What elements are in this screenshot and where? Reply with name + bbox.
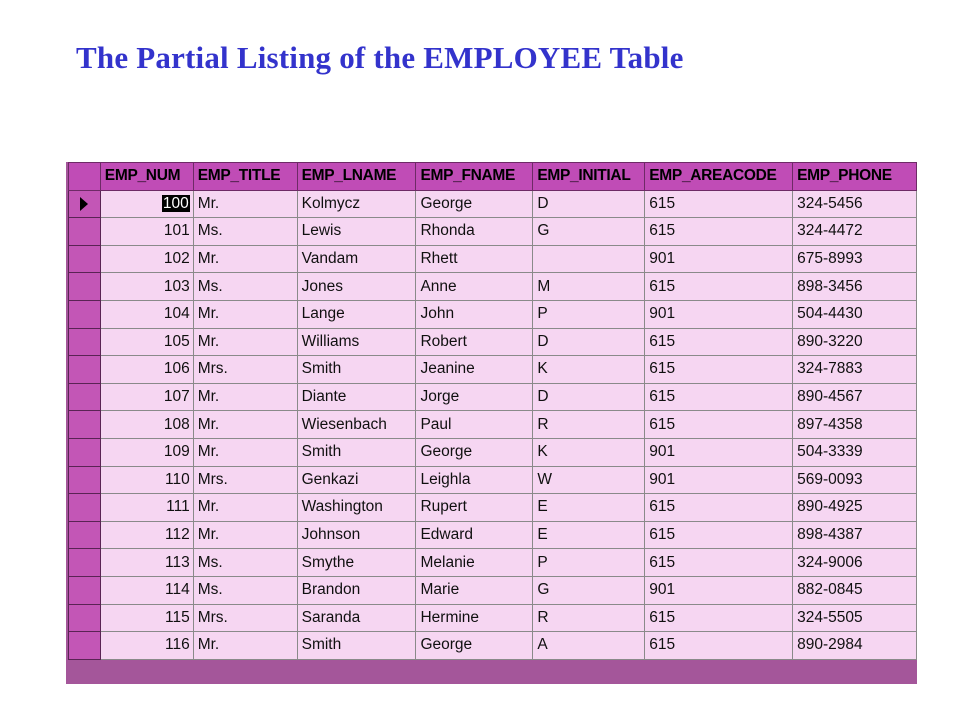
cell-emp-fname[interactable]: Leighla bbox=[416, 466, 533, 494]
table-row[interactable] bbox=[69, 245, 917, 273]
cell-emp-fname[interactable]: Edward bbox=[416, 521, 533, 549]
table-row[interactable] bbox=[69, 549, 917, 577]
cell-emp-title[interactable]: Mr. bbox=[193, 328, 297, 356]
cell-emp-areacode[interactable]: 615 bbox=[645, 494, 793, 522]
cell-emp-initial[interactable]: R bbox=[533, 604, 645, 632]
column-header-emp-fname[interactable]: EMP_FNAME bbox=[416, 163, 533, 191]
table-row[interactable] bbox=[69, 466, 917, 494]
cell-emp-num[interactable]: 113 bbox=[100, 549, 193, 577]
cell-emp-title[interactable]: Mr. bbox=[193, 411, 297, 439]
cell-emp-phone[interactable]: 890-2984 bbox=[793, 632, 917, 660]
cell-emp-areacode[interactable]: 901 bbox=[645, 300, 793, 328]
cell-emp-initial[interactable]: M bbox=[533, 273, 645, 301]
table-row[interactable] bbox=[69, 632, 917, 660]
cell-emp-areacode[interactable]: 615 bbox=[645, 411, 793, 439]
cell-emp-initial[interactable]: G bbox=[533, 576, 645, 604]
cell-emp-lname[interactable]: Lewis bbox=[297, 218, 416, 246]
table-row[interactable] bbox=[69, 356, 917, 384]
cell-emp-num[interactable]: 110 bbox=[100, 466, 193, 494]
cell-emp-title[interactable]: Ms. bbox=[193, 218, 297, 246]
cell-emp-initial[interactable]: W bbox=[533, 466, 645, 494]
cell-emp-title[interactable]: Ms. bbox=[193, 549, 297, 577]
table-row[interactable] bbox=[69, 328, 917, 356]
cell-emp-areacode[interactable]: 615 bbox=[645, 632, 793, 660]
table-body bbox=[69, 190, 917, 659]
cell-emp-phone[interactable]: 324-7883 bbox=[793, 356, 917, 384]
cell-emp-areacode[interactable]: 615 bbox=[645, 273, 793, 301]
cell-emp-lname[interactable]: Brandon bbox=[297, 576, 416, 604]
cell-emp-phone[interactable]: 324-5456 bbox=[793, 190, 917, 218]
cell-emp-num[interactable]: 116 bbox=[100, 632, 193, 660]
cell-emp-fname[interactable]: Rhett bbox=[416, 245, 533, 273]
row-selector[interactable] bbox=[69, 521, 101, 549]
cell-emp-initial[interactable]: E bbox=[533, 494, 645, 522]
row-selector[interactable] bbox=[69, 438, 101, 466]
cell-emp-areacode[interactable]: 901 bbox=[645, 576, 793, 604]
cell-emp-phone[interactable]: 890-4567 bbox=[793, 383, 917, 411]
cell-emp-initial[interactable]: G bbox=[533, 218, 645, 246]
row-selector[interactable] bbox=[69, 356, 101, 384]
cell-emp-initial[interactable]: D bbox=[533, 383, 645, 411]
table-row[interactable] bbox=[69, 438, 917, 466]
row-selector[interactable] bbox=[69, 466, 101, 494]
column-header-emp-areacode[interactable]: EMP_AREACODE bbox=[645, 163, 793, 191]
cell-emp-initial[interactable]: K bbox=[533, 356, 645, 384]
cell-emp-areacode[interactable]: 615 bbox=[645, 190, 793, 218]
cell-emp-areacode[interactable]: 615 bbox=[645, 383, 793, 411]
select-all-corner[interactable] bbox=[69, 163, 101, 191]
cell-emp-title[interactable]: Mrs. bbox=[193, 604, 297, 632]
cell-emp-num[interactable]: 101 bbox=[100, 218, 193, 246]
cell-emp-fname[interactable]: George bbox=[416, 438, 533, 466]
table-row[interactable] bbox=[69, 218, 917, 246]
cell-emp-title[interactable]: Mr. bbox=[193, 190, 297, 218]
cell-emp-title[interactable]: Mr. bbox=[193, 438, 297, 466]
cell-emp-phone[interactable]: 897-4358 bbox=[793, 411, 917, 439]
row-selector[interactable] bbox=[69, 549, 101, 577]
cell-emp-areacode[interactable]: 901 bbox=[645, 438, 793, 466]
cell-emp-title[interactable]: Ms. bbox=[193, 273, 297, 301]
cell-emp-lname[interactable]: Williams bbox=[297, 328, 416, 356]
cell-emp-phone[interactable]: 504-3339 bbox=[793, 438, 917, 466]
cell-emp-lname[interactable]: Vandam bbox=[297, 245, 416, 273]
page-title: The Partial Listing of the EMPLOYEE Table bbox=[76, 40, 684, 75]
cell-emp-fname[interactable]: Paul bbox=[416, 411, 533, 439]
employee-table bbox=[68, 162, 917, 660]
cell-emp-fname[interactable]: Jeanine bbox=[416, 356, 533, 384]
cell-emp-lname[interactable]: Jones bbox=[297, 273, 416, 301]
table-row[interactable] bbox=[69, 273, 917, 301]
cell-emp-initial[interactable]: D bbox=[533, 328, 645, 356]
table-row[interactable] bbox=[69, 383, 917, 411]
cell-emp-title[interactable]: Mr. bbox=[193, 521, 297, 549]
table-row[interactable] bbox=[69, 576, 917, 604]
cell-emp-num[interactable]: 104 bbox=[100, 300, 193, 328]
cell-emp-lname[interactable]: Diante bbox=[297, 383, 416, 411]
cell-emp-initial[interactable]: D bbox=[533, 190, 645, 218]
cell-emp-title[interactable]: Mr. bbox=[193, 245, 297, 273]
row-selector[interactable] bbox=[69, 245, 101, 273]
cell-emp-title[interactable]: Mr. bbox=[193, 632, 297, 660]
cell-emp-fname[interactable]: Jorge bbox=[416, 383, 533, 411]
header-row bbox=[69, 163, 917, 191]
cell-emp-lname[interactable]: Washington bbox=[297, 494, 416, 522]
selected-cell-text: 100 bbox=[162, 194, 189, 212]
cell-emp-lname[interactable]: Smith bbox=[297, 356, 416, 384]
cell-emp-initial[interactable]: P bbox=[533, 300, 645, 328]
cell-emp-num[interactable]: 103 bbox=[100, 273, 193, 301]
row-selector[interactable] bbox=[69, 494, 101, 522]
table-row[interactable] bbox=[69, 190, 917, 218]
row-selector[interactable] bbox=[69, 383, 101, 411]
cell-emp-lname[interactable]: Wiesenbach bbox=[297, 411, 416, 439]
table-row[interactable] bbox=[69, 604, 917, 632]
cell-emp-areacode[interactable]: 901 bbox=[645, 245, 793, 273]
row-selector[interactable] bbox=[69, 190, 101, 218]
cell-emp-phone[interactable]: 324-9006 bbox=[793, 549, 917, 577]
cell-emp-areacode[interactable]: 615 bbox=[645, 328, 793, 356]
cell-emp-lname[interactable]: Saranda bbox=[297, 604, 416, 632]
cell-emp-phone[interactable]: 898-4387 bbox=[793, 521, 917, 549]
cell-emp-areacode[interactable]: 615 bbox=[645, 549, 793, 577]
cell-emp-phone[interactable]: 324-4472 bbox=[793, 218, 917, 246]
cell-emp-areacode[interactable]: 615 bbox=[645, 604, 793, 632]
triangle-right-icon bbox=[80, 197, 88, 211]
cell-emp-fname[interactable]: Marie bbox=[416, 576, 533, 604]
cell-emp-areacode[interactable]: 615 bbox=[645, 356, 793, 384]
cell-emp-title[interactable]: Mr. bbox=[193, 494, 297, 522]
row-selector[interactable] bbox=[69, 328, 101, 356]
row-selector[interactable] bbox=[69, 604, 101, 632]
row-selector[interactable] bbox=[69, 632, 101, 660]
cell-emp-areacode[interactable]: 901 bbox=[645, 466, 793, 494]
column-header-emp-lname[interactable]: EMP_LNAME bbox=[297, 163, 416, 191]
cell-emp-phone[interactable]: 504-4430 bbox=[793, 300, 917, 328]
cell-emp-num[interactable]: 112 bbox=[100, 521, 193, 549]
row-selector[interactable] bbox=[69, 300, 101, 328]
cell-emp-title[interactable]: Mr. bbox=[193, 383, 297, 411]
cell-emp-phone[interactable]: 890-4925 bbox=[793, 494, 917, 522]
cell-emp-fname[interactable]: George bbox=[416, 190, 533, 218]
table-row[interactable] bbox=[69, 494, 917, 522]
cell-emp-num[interactable]: 105 bbox=[100, 328, 193, 356]
cell-emp-phone[interactable]: 898-3456 bbox=[793, 273, 917, 301]
cell-emp-title[interactable]: Mr. bbox=[193, 300, 297, 328]
cell-emp-lname[interactable]: Genkazi bbox=[297, 466, 416, 494]
cell-emp-initial[interactable] bbox=[533, 245, 645, 273]
cell-emp-fname[interactable]: Rupert bbox=[416, 494, 533, 522]
cell-emp-initial[interactable]: K bbox=[533, 438, 645, 466]
cell-emp-num[interactable]: 102 bbox=[100, 245, 193, 273]
cell-emp-num[interactable]: 108 bbox=[100, 411, 193, 439]
cell-emp-fname[interactable]: Hermine bbox=[416, 604, 533, 632]
cell-emp-phone[interactable]: 675-8993 bbox=[793, 245, 917, 273]
cell-emp-initial[interactable]: E bbox=[533, 521, 645, 549]
cell-emp-areacode[interactable]: 615 bbox=[645, 521, 793, 549]
datasheet-grid bbox=[66, 162, 917, 684]
cell-emp-lname[interactable]: Lange bbox=[297, 300, 416, 328]
cell-emp-phone[interactable]: 890-3220 bbox=[793, 328, 917, 356]
cell-emp-initial[interactable]: A bbox=[533, 632, 645, 660]
cell-emp-lname[interactable]: Smith bbox=[297, 632, 416, 660]
row-selector[interactable] bbox=[69, 273, 101, 301]
cell-emp-areacode[interactable]: 615 bbox=[645, 218, 793, 246]
cell-emp-num[interactable]: 106 bbox=[100, 356, 193, 384]
cell-emp-phone[interactable]: 569-0093 bbox=[793, 466, 917, 494]
table-row[interactable] bbox=[69, 411, 917, 439]
cell-emp-title[interactable]: Ms. bbox=[193, 576, 297, 604]
cell-emp-fname[interactable]: George bbox=[416, 632, 533, 660]
cell-emp-fname[interactable]: Robert bbox=[416, 328, 533, 356]
column-header-emp-phone[interactable]: EMP_PHONE bbox=[793, 163, 917, 191]
cell-emp-num[interactable]: 115 bbox=[100, 604, 193, 632]
table-row[interactable] bbox=[69, 521, 917, 549]
cell-emp-num[interactable]: 114 bbox=[100, 576, 193, 604]
cell-emp-lname[interactable]: Smith bbox=[297, 438, 416, 466]
cell-emp-initial[interactable]: R bbox=[533, 411, 645, 439]
cell-emp-phone[interactable]: 324-5505 bbox=[793, 604, 917, 632]
cell-emp-fname[interactable]: Anne bbox=[416, 273, 533, 301]
column-header-emp-initial[interactable]: EMP_INITIAL bbox=[533, 163, 645, 191]
column-header-emp-num[interactable]: EMP_NUM bbox=[100, 163, 193, 191]
cell-emp-title[interactable]: Mrs. bbox=[193, 466, 297, 494]
cell-emp-fname[interactable]: Melanie bbox=[416, 549, 533, 577]
cell-emp-num[interactable]: 111 bbox=[100, 494, 193, 522]
row-selector[interactable] bbox=[69, 411, 101, 439]
cell-emp-num[interactable] bbox=[100, 190, 193, 218]
cell-emp-num[interactable]: 109 bbox=[100, 438, 193, 466]
row-selector[interactable] bbox=[69, 218, 101, 246]
cell-emp-fname[interactable]: John bbox=[416, 300, 533, 328]
row-selector[interactable] bbox=[69, 576, 101, 604]
cell-emp-fname[interactable]: Rhonda bbox=[416, 218, 533, 246]
cell-emp-lname[interactable]: Smythe bbox=[297, 549, 416, 577]
column-header-emp-title[interactable]: EMP_TITLE bbox=[193, 163, 297, 191]
table-row[interactable] bbox=[69, 300, 917, 328]
cell-emp-title[interactable]: Mrs. bbox=[193, 356, 297, 384]
cell-emp-num[interactable]: 107 bbox=[100, 383, 193, 411]
cell-emp-phone[interactable]: 882-0845 bbox=[793, 576, 917, 604]
cell-emp-lname[interactable]: Kolmycz bbox=[297, 190, 416, 218]
cell-emp-lname[interactable]: Johnson bbox=[297, 521, 416, 549]
cell-emp-initial[interactable]: P bbox=[533, 549, 645, 577]
